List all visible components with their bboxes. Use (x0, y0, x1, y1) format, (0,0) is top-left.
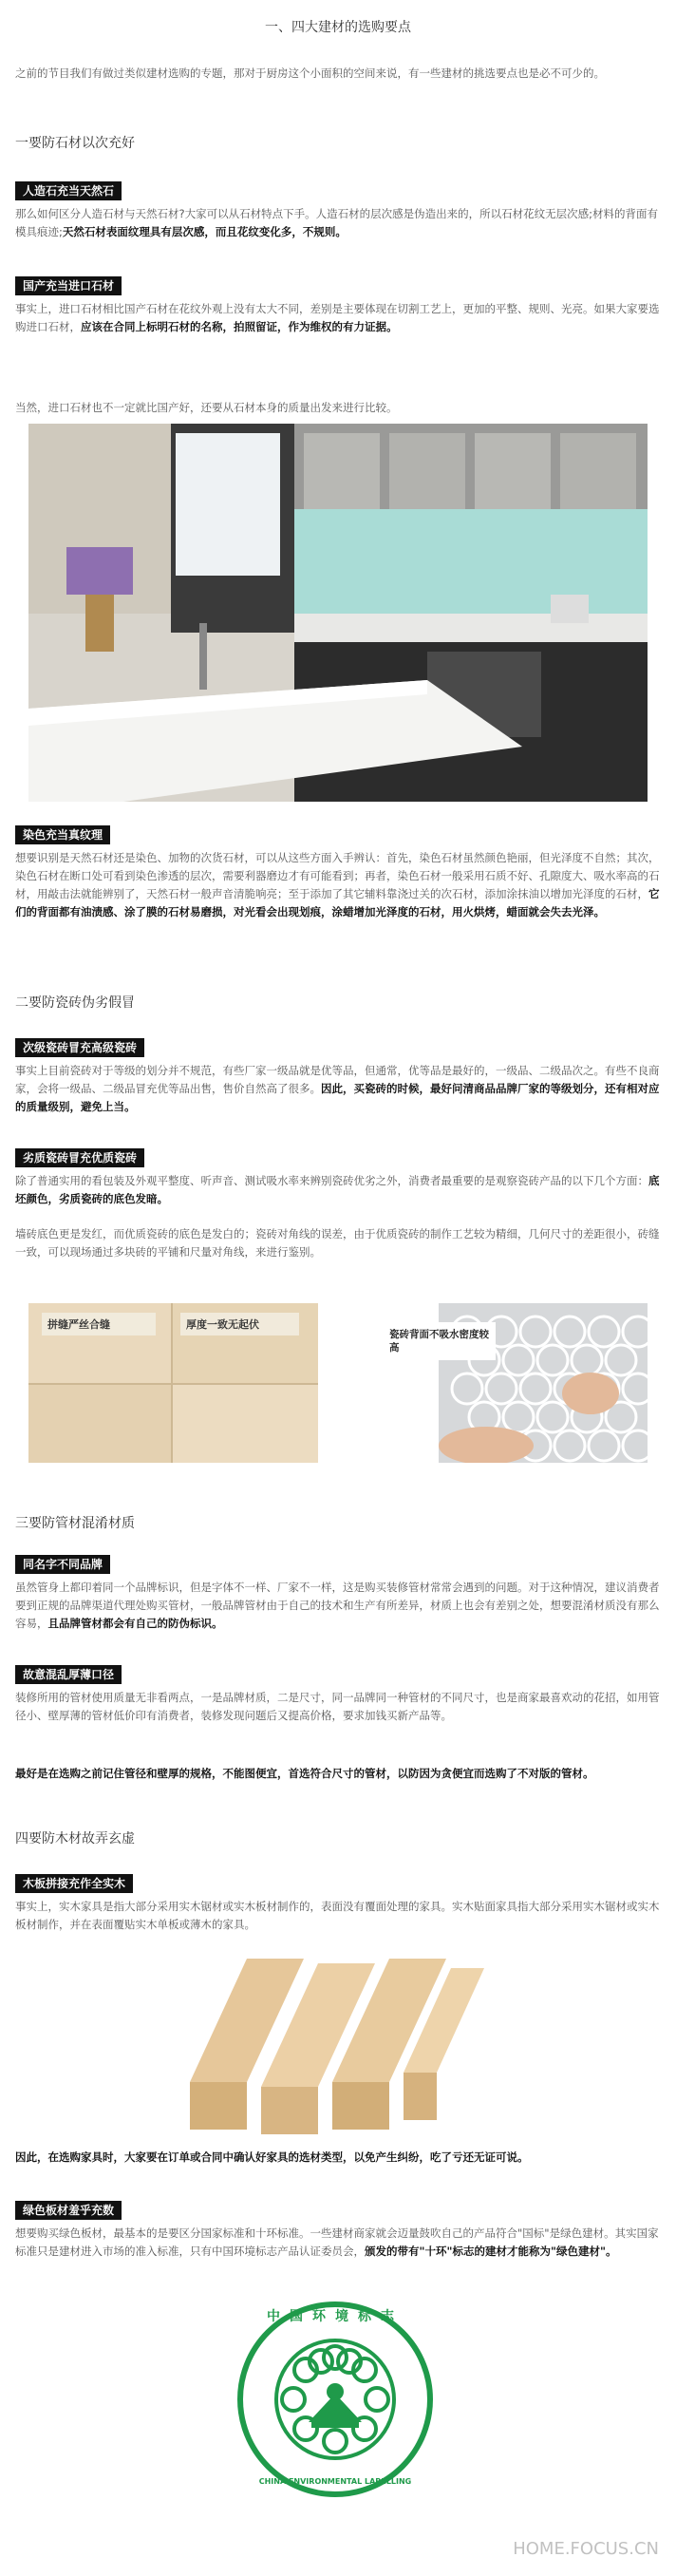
section-heading-wood: 四要防木材故弄玄虚 (15, 1831, 135, 1847)
paragraph-wood-contract: 因此，在选购家具时，大家要在订单或合同中确认好家具的选材类型，以免产生纠纷，吃了亏还无证可说。 (15, 2150, 529, 2164)
tile-surface-photo (28, 1303, 318, 1463)
section-heading-pipe: 三要防管材混淆材质 (15, 1516, 135, 1531)
paragraph-pipe-brand: 虽然管身上都印着同一个品牌标识，但是字体不一样、厂家不一样，这是购买装修管材常常会遇到的问题。对于这种情况，建议消费者要到正规的品牌渠道代理处购买管材，一般品牌管材由于自己的技术和生产有所差异，材质上也会有差别之处，想要混淆材质没有那么容易，且品牌管材都会有自己的防伪标识。 (15, 1581, 660, 1630)
paragraph-artificial-stone: 那么如何区分人造石材与天然石材?大家可以从石材特点下手。人造石材的层次感是伪造出来的，所以石材花纹无层次感;材料的背面有模具痕迹;天然石材表面纹理具有层次感，而且花纹变化多，不规则。 (15, 207, 658, 238)
paragraph-imported-stone: 事实上，进口石材相比国产石材在花纹外观上没有太大不同，差别是主要体现在切割工艺上，更加的平整、规则、光亮。如果大家要选购进口石材，应该在合同上标明石材的名称，拍照留证，作为维权的有力证据。 (15, 302, 660, 333)
tag-solid-wood: 木板拼接充作全实木 (15, 1874, 133, 1893)
tile-back-photo (382, 1303, 648, 1463)
paragraph-tile-quality: 除了普通实用的看包装及外观平整度、听声音、测试吸水率来辨别瓷砖优劣之外，消费者最重要的是观察瓷砖产品的以下几个方面：底坯颜色，劣质瓷砖的底色发暗。 (15, 1174, 660, 1205)
section-heading-stone: 一要防石材以次充好 (15, 136, 135, 151)
paragraph-green-board: 想要购买绿色板材，最基本的是要区分国家标准和十环标准。一些建材商家就会迈量鼓吹自己的产品符合"国标"是绿色建材。其实国家标准只是建材进入市场的准入标准，只有中国环境标志产品认证委员会，颁发的带有"十环"标志的建材才能称为"绿色建材"。 (15, 2226, 659, 2258)
tag-pipe-brand: 同名字不同品牌 (15, 1555, 110, 1574)
paragraph-pipe-size: 装修所用的管材使用质量无非看两点，一是品牌材质，二是尺寸，同一品牌同一种管材的不同尺寸，也是商家最喜欢动的花招，如用管径小、壁厚薄的管材低价印有消费者，装修发现问题后又提高价格，要求加钱买新产品等。 (15, 1691, 660, 1722)
tile-label-seam: 拼缝严丝合缝 (47, 1318, 110, 1331)
tile-back-label: 瓷砖背面不吸水密度较高 (389, 1329, 489, 1354)
tag-imported-stone: 国产充当进口石材 (15, 276, 122, 295)
site-watermark: HOME.FOCUS.CN (513, 2539, 659, 2559)
paragraph-dyed-stone: 想要识别是天然石材还是染色、加物的次货石材，可以从这些方面入手辨认：首先，染色石材虽然颜色艳丽，但光泽度不自然；其次，染色石材在断口处可看到染色渗透的层次，需要利器磨边才有可能看到；再者，染色石材一般采用石质不好、孔隙度大、吸水率高的石材，用敲击法就能辨别了，天然石材一般声音清脆响亮；至于添加了其它辅料靠浇过关的次石材，添加涂抹油以增加光泽度的石材，它们的背面都有油渍感、涂了膜的石材易磨损，对光看会出现划痕，涂蜡增加光泽度的石材，用火烘烤，蜡面就会失去光泽。 (15, 851, 660, 919)
logo-english-text: CHINA ENVIRONMENTAL LABELLING (258, 2477, 412, 2486)
article-title: 一、四大建材的选购要点 (265, 20, 411, 35)
paragraph-tile-color: 墙砖底色更是发红，而优质瓷砖的底色是发白的；瓷砖对角线的误差，由于优质瓷砖的制作工艺较为精细，几何尺寸的差距很小，砖缝一致，可以现场通过多块砖的平铺和尺量对角线，来进行鉴别。 (15, 1227, 660, 1259)
tag-tile-quality: 劣质瓷砖冒充优质瓷砖 (15, 1148, 144, 1167)
paragraph-tile-grade: 事实上目前瓷砖对于等级的划分并不规范，有些厂家一级品就是优等品，但通常，优等品是最好的，一级品、二级品次之。有些不良商家，会将一级品、二级品冒充优等品出售，售价自然高了很多。因此，买瓷砖的时候，最好问清商品品牌厂家的等级划分，还有相对应的质量级别，避免上当。 (15, 1064, 660, 1113)
kitchen-photo (28, 424, 648, 802)
tile-label-thickness: 厚度一致无起伏 (186, 1318, 259, 1331)
wood-boards-photo (180, 1940, 494, 2137)
paragraph-domestic-vs-imported: 当然，进口石材也不一定就比国产好，还要从石材本身的质量出发来进行比较。 (15, 401, 398, 414)
tag-dyed-stone: 染色充当真纹理 (15, 825, 110, 844)
section-heading-tile: 二要防瓷砖伪劣假冒 (15, 995, 135, 1011)
tag-artificial-stone: 人造石充当天然石 (15, 181, 122, 200)
paragraph-solid-wood: 事实上，实木家具是指大部分采用实木锯材或实木板材制作的，表面没有覆面处理的家具。实木贴面家具指大部分采用实木锯材或实木板材制作，并在表面覆贴实木单板或薄木的家具。 (15, 1900, 660, 1931)
intro-paragraph: 之前的节目我们有做过类似建材选购的专题，那对于厨房这个小面积的空间来说，有一些建材的挑选要点也是必不可少的。 (15, 66, 605, 80)
tag-pipe-size: 故意混乱厚薄口径 (15, 1665, 122, 1684)
china-environmental-label-logo (228, 2299, 442, 2500)
tag-tile-grade: 次级瓷砖冒充高级瓷砖 (15, 1038, 144, 1057)
paragraph-pipe-advice: 最好是在选购之前记住管径和壁厚的规格，不能图便宜，首选符合尺寸的管材，以防因为贪便宜而选购了不对版的管材。 (15, 1767, 594, 1780)
tag-green-board: 绿色板材羞乎充数 (15, 2201, 122, 2220)
logo-chinese-text: 中国环境标志 (267, 2309, 404, 2324)
